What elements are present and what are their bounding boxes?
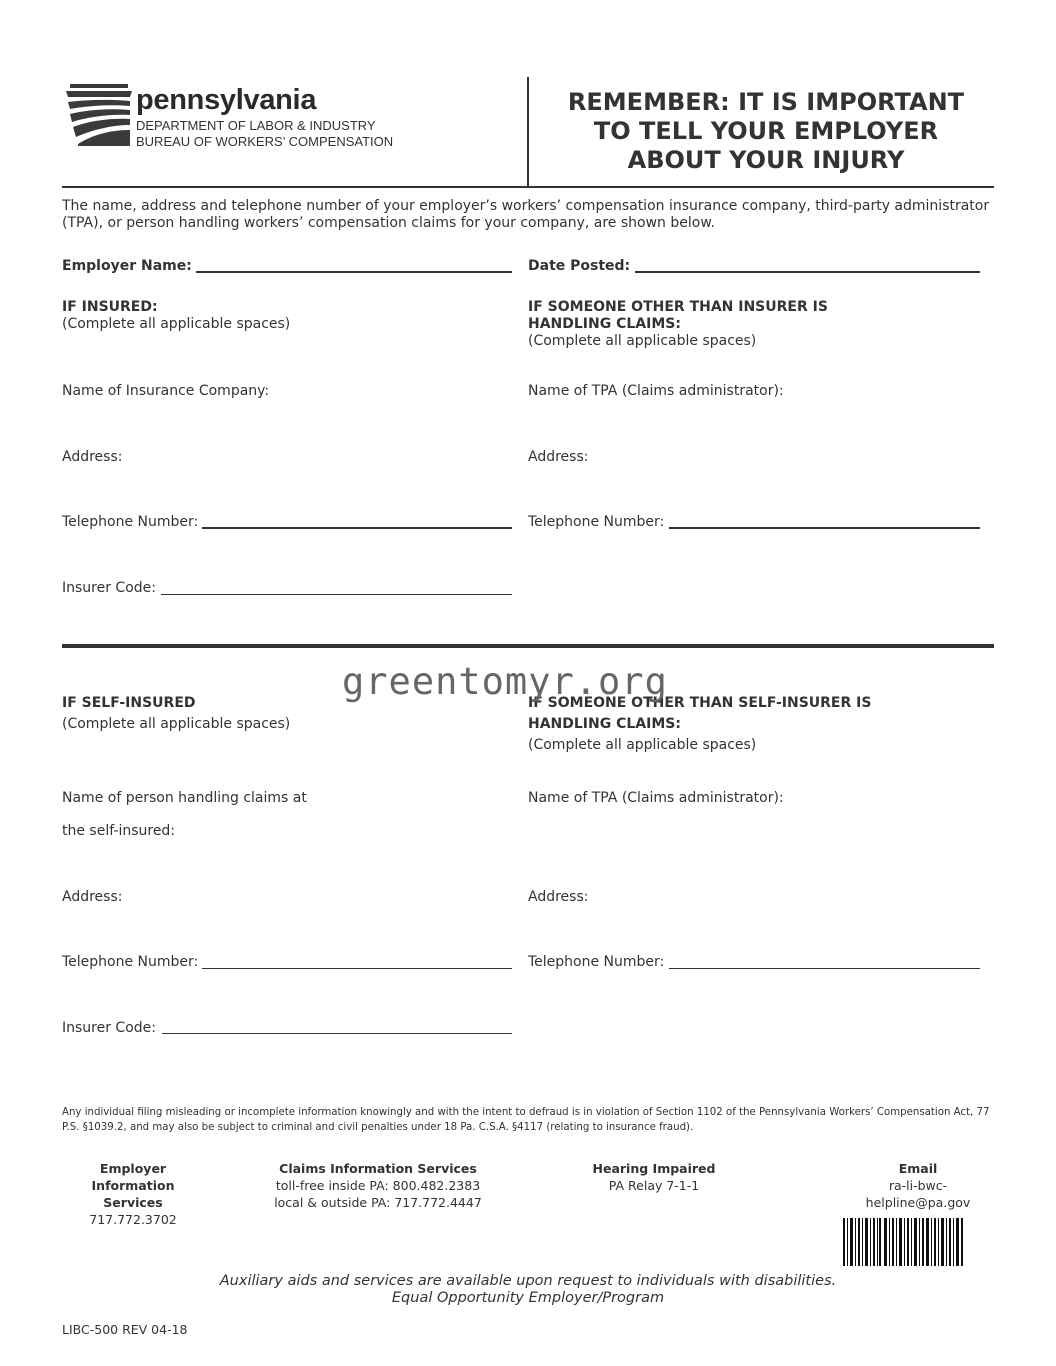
- page-headline: [540, 88, 992, 175]
- header-divider: [527, 77, 529, 187]
- claims-info-contact: [268, 1160, 488, 1211]
- insurer-code-field-bottom[interactable]: [162, 1033, 512, 1034]
- telephone-field-left[interactable]: [202, 527, 512, 529]
- employer-name-field[interactable]: [196, 271, 512, 273]
- brand-name: pennsylvania: [136, 84, 317, 116]
- headline-line-2: TO TELL YOUR EMPLOYER: [593, 117, 939, 145]
- telephone-label-left: Telephone Number:: [62, 514, 199, 530]
- insurance-company-label: Name of Insurance Company:: [62, 383, 270, 399]
- email-title: Email: [898, 1161, 938, 1176]
- telephone-field-right[interactable]: [669, 527, 980, 529]
- barcode-icon: [843, 1218, 963, 1266]
- insured-subheading: (Complete all applicable spaces): [62, 316, 291, 332]
- date-posted-label: Date Posted:: [528, 258, 631, 274]
- email-address[interactable]: ra-li-bwc-helpline@pa.gov: [865, 1178, 971, 1210]
- other-than-insurer-subheading: (Complete all applicable spaces): [528, 333, 757, 349]
- insurer-code-label: Insurer Code:: [62, 580, 156, 596]
- insured-heading: IF INSURED:: [62, 299, 158, 315]
- telephone-label-right: Telephone Number:: [528, 514, 665, 530]
- address-label-left-bottom: Address:: [62, 889, 123, 905]
- claims-info-title: Claims Information Services: [279, 1161, 477, 1176]
- insurer-code-field[interactable]: [161, 594, 512, 595]
- self-insured-heading: IF SELF-INSURED: [62, 695, 196, 711]
- telephone-field-left-bottom[interactable]: [202, 968, 512, 969]
- other-than-insurer-heading-1: IF SOMEONE OTHER THAN INSURER IS: [528, 299, 828, 315]
- claims-local: local & outside PA: 717.772.4447: [274, 1195, 482, 1210]
- headline-line-1: REMEMBER: IT IS IMPORTANT: [567, 88, 965, 116]
- telephone-label-right-bottom: Telephone Number:: [528, 954, 665, 970]
- section-divider: [62, 644, 994, 648]
- hearing-impaired-contact: [584, 1160, 724, 1194]
- keystone-logo-icon: [64, 82, 134, 148]
- department-name: [136, 118, 393, 150]
- address-label-right-bottom: Address:: [528, 889, 589, 905]
- employer-info-contact: [62, 1160, 204, 1228]
- insurer-code-label-bottom: Insurer Code:: [62, 1020, 156, 1036]
- other-than-self-insurer-subheading: (Complete all applicable spaces): [528, 737, 757, 753]
- employer-info-phone: 717.772.3702: [89, 1212, 177, 1227]
- headline-line-3: ABOUT YOUR INJURY: [627, 146, 905, 174]
- address-label-left: Address:: [62, 449, 123, 465]
- fraud-notice: Any individual filing misleading or incomplete information knowingly and with the intent to defraud is in violation of Section 1102 of the Pennsylvania Workers’ Compensation Act, 77 P.S. §1039.2, and may also be subject to criminal and civil penalties under 18 Pa. C.S.A. §4117 (relating to insurance fraud).: [62, 1107, 990, 1133]
- person-handling-label-2: the self-insured:: [62, 823, 176, 839]
- address-label-right: Address:: [528, 449, 589, 465]
- other-than-self-insurer-heading-2: HANDLING CLAIMS:: [528, 716, 681, 732]
- auxiliary-line-1: Auxiliary aids and services are available upon request to individuals with disabilities.: [219, 1273, 837, 1289]
- form-id: LIBC-500 REV 04-18: [62, 1322, 188, 1337]
- telephone-label-left-bottom: Telephone Number:: [62, 954, 199, 970]
- bureau-line: BUREAU OF WORKERS’ COMPENSATION: [136, 134, 394, 149]
- email-contact: [838, 1160, 998, 1211]
- self-insured-subheading: (Complete all applicable spaces): [62, 716, 291, 732]
- hearing-impaired-title: Hearing Impaired: [592, 1161, 716, 1176]
- intro-text: The name, address and telephone number of your employer’s workers’ compensation insurance company, third-party administrator (TPA), or person handling workers’ compensation claims for your company, are shown below.: [62, 198, 990, 231]
- hearing-relay: PA Relay 7-1-1: [608, 1178, 700, 1193]
- employer-name-label: Employer Name:: [62, 258, 192, 274]
- tpa-name-label: Name of TPA (Claims administrator):: [528, 383, 784, 399]
- other-than-insurer-heading-2: HANDLING CLAIMS:: [528, 316, 681, 332]
- watermark: greentomyr.org: [342, 660, 668, 703]
- other-than-self-insurer-heading-1: IF SOMEONE OTHER THAN SELF-INSURER IS: [528, 695, 872, 711]
- employer-info-title-1: Employer Information: [91, 1161, 175, 1193]
- auxiliary-line-2: Equal Opportunity Employer/Program: [391, 1290, 665, 1306]
- employer-info-title-2: Services: [103, 1195, 163, 1210]
- header-rule: [62, 186, 994, 188]
- date-posted-field[interactable]: [635, 271, 980, 273]
- auxiliary-notice: [0, 1273, 1056, 1307]
- telephone-field-right-bottom[interactable]: [669, 968, 980, 969]
- person-handling-label-1: Name of person handling claims at: [62, 790, 307, 806]
- department-line: DEPARTMENT OF LABOR & INDUSTRY: [136, 118, 376, 133]
- tpa-name-label-bottom: Name of TPA (Claims administrator):: [528, 790, 784, 806]
- claims-tollfree: toll-free inside PA: 800.482.2383: [275, 1178, 481, 1193]
